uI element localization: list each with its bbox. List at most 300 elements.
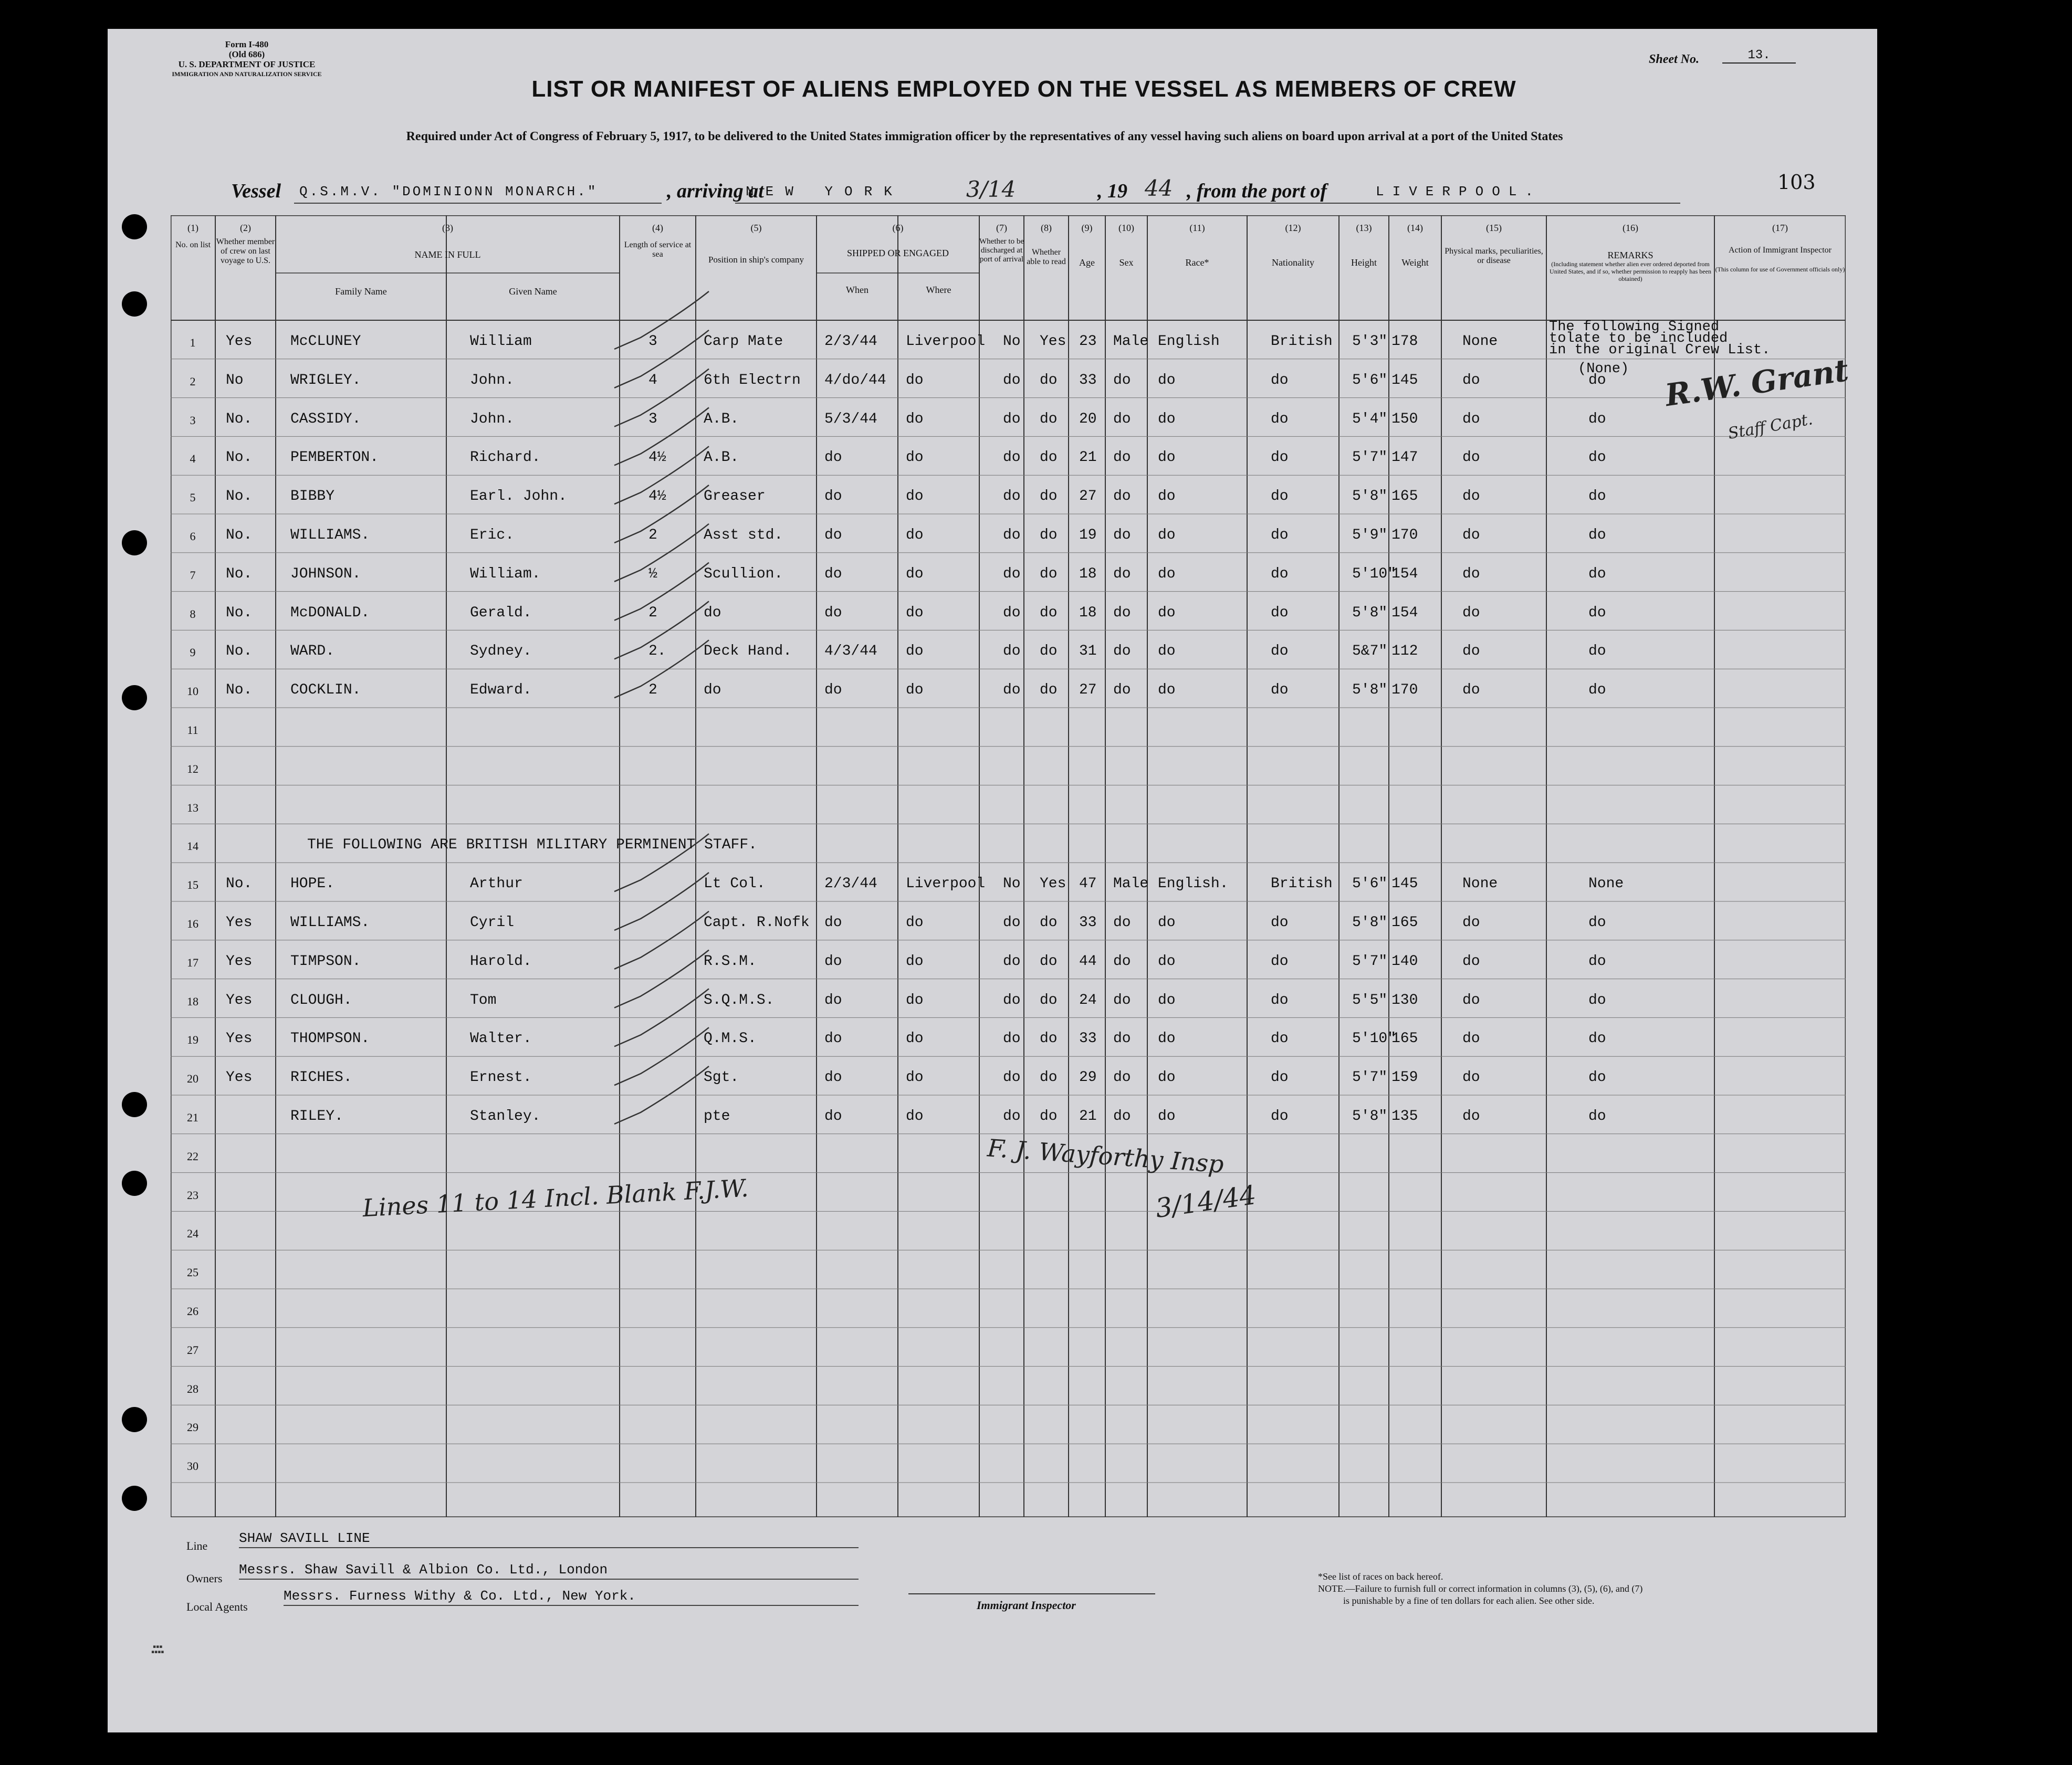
binder-hole [122, 530, 147, 555]
cell-remarks: do [1588, 411, 1606, 427]
row-number: 7 [190, 568, 196, 582]
form-identification [158, 39, 336, 79]
cell-marks: do [1462, 604, 1480, 621]
column-number: (3) [442, 223, 453, 233]
footer-line-value: SHAW SAVILL LINE [239, 1530, 859, 1548]
cell-weight: 178 [1391, 333, 1418, 350]
cell-age: 18 [1079, 604, 1097, 621]
cell-remarks: do [1588, 992, 1606, 1008]
cell-read: do [1040, 643, 1058, 660]
cell-nat: do [1271, 488, 1289, 505]
cell-age: 27 [1079, 488, 1097, 505]
cell-nat: do [1271, 1031, 1289, 1047]
cell-where: do [906, 449, 924, 466]
cell-disch: do [1003, 527, 1021, 543]
cell-nat: do [1271, 411, 1289, 427]
header-inspector-detail: (This column for use of Government officials only) [1715, 266, 1845, 273]
cell-weight: 145 [1391, 372, 1418, 388]
cell-marks: do [1462, 372, 1480, 388]
cell-age: 29 [1079, 1069, 1097, 1086]
cell-given: Stanley. [470, 1108, 541, 1125]
cell-position: do [704, 682, 721, 699]
cell-crew: No. [226, 488, 253, 505]
cell-when: do [824, 1031, 842, 1047]
cell-where: do [906, 372, 924, 388]
cell-service: 2. [648, 643, 666, 660]
cell-read: do [1040, 1031, 1058, 1047]
cell-read: do [1040, 411, 1058, 427]
header-physical-marks: Physical marks, peculiarities, or disease [1445, 247, 1543, 265]
row-number: 24 [187, 1227, 198, 1241]
cell-race: do [1158, 604, 1176, 621]
cell-given: Cyril [470, 915, 515, 931]
cell-sex: do [1113, 643, 1131, 660]
row-number: 17 [187, 955, 198, 969]
arrival-date: 3/14 [966, 176, 1016, 202]
cell-sex: do [1113, 565, 1131, 582]
cell-sex: Male [1113, 333, 1149, 350]
cell-given: Richard. [470, 449, 541, 466]
cell-crew: No. [226, 411, 253, 427]
header-when: When [846, 285, 868, 295]
header-no-on-list: No. on list [175, 240, 211, 249]
vessel-name: Q.S.M.V. "DOMINIONN MONARCH." [299, 184, 598, 199]
cell-disch: No [1003, 876, 1021, 892]
master-title: Staff Capt. [1726, 410, 1814, 443]
cell-weight: 159 [1391, 1069, 1418, 1086]
cell-given: Eric. [470, 527, 515, 543]
cell-height: 5'8" [1352, 604, 1388, 621]
lines-blank-note: Lines 11 to 14 Incl. Blank F.J.W. [362, 1173, 749, 1223]
cell-given: John. [470, 372, 515, 388]
cell-disch: do [1003, 449, 1021, 466]
sheet-number: 13. [1722, 48, 1796, 64]
cell-family: COCKLIN. [290, 682, 361, 699]
column-number: (6) [892, 223, 904, 233]
header-length-of-service: Length of service at sea [624, 240, 692, 259]
column-number: (12) [1285, 223, 1301, 233]
cell-position: Lt Col. [704, 876, 766, 892]
cell-crew: No. [226, 876, 253, 892]
header-height: Height [1351, 257, 1377, 268]
header-race: Race* [1185, 257, 1209, 268]
header-shipped-engaged: SHIPPED OR ENGAGED [846, 248, 949, 258]
cell-race: do [1158, 682, 1176, 699]
cell-height: 5'8" [1352, 915, 1388, 931]
cell-service: 2 [648, 527, 657, 543]
row-number: 20 [187, 1072, 198, 1086]
header-weight: Weight [1401, 257, 1429, 268]
cell-crew: No. [226, 604, 253, 621]
cell-height: 5'10" [1352, 1031, 1397, 1047]
cell-where: do [906, 604, 924, 621]
cell-where: do [906, 1108, 924, 1125]
cell-weight: 140 [1391, 953, 1418, 970]
cell-given: William [470, 333, 532, 350]
cell-nat: do [1271, 565, 1289, 582]
row-number: 13 [187, 801, 198, 814]
cell-remarks: do [1588, 953, 1606, 970]
cell-nat: do [1271, 372, 1289, 388]
cell-disch: do [1003, 565, 1021, 582]
row-number: 4 [190, 452, 196, 466]
cell-service: 4 [648, 372, 657, 388]
cell-family: THOMPSON. [290, 1031, 370, 1047]
cell-race: English [1158, 333, 1220, 350]
cell-when: do [824, 953, 842, 970]
cell-where: do [906, 565, 924, 582]
cell-read: do [1040, 527, 1058, 543]
cell-weight: 154 [1391, 604, 1418, 621]
cell-family: JOHNSON. [290, 565, 361, 582]
cell-remarks: do [1588, 565, 1606, 582]
cell-family: RILEY. [290, 1108, 343, 1125]
cell-when: do [824, 1108, 842, 1125]
footer-owners-value: Messrs. Shaw Savill & Albion Co. Ltd., London [239, 1562, 859, 1580]
cell-race: do [1158, 411, 1176, 427]
cell-given: Arthur [470, 876, 523, 892]
cell-marks: do [1462, 565, 1480, 582]
cell-when: 4/3/44 [824, 643, 877, 660]
cell-height: 5'8" [1352, 682, 1388, 699]
cell-disch: do [1003, 1031, 1021, 1047]
column-number: (4) [652, 223, 663, 233]
cell-service: 4½ [648, 449, 666, 466]
cell-race: do [1158, 953, 1176, 970]
column-number: (7) [996, 223, 1007, 233]
header-crew-last-voyage: Whether member of crew on last voyage to U.S. [216, 237, 275, 265]
cell-where: do [906, 953, 924, 970]
cell-crew: Yes [226, 953, 253, 970]
cell-weight: 165 [1391, 488, 1418, 505]
form-old-number: (Old 686) [228, 49, 265, 59]
column-number: (16) [1623, 223, 1638, 233]
binder-hole [122, 685, 147, 710]
row-number: 1 [190, 336, 196, 349]
cell-height: 5&7" [1352, 643, 1388, 660]
cell-disch: do [1003, 953, 1021, 970]
cell-marks: do [1462, 643, 1480, 660]
immigrant-inspector-label: Immigrant Inspector [977, 1599, 1076, 1612]
cell-race: do [1158, 1031, 1176, 1047]
cell-sex: do [1113, 682, 1131, 699]
cell-family: CLOUGH. [290, 992, 352, 1008]
cell-weight: 147 [1391, 449, 1418, 466]
cell-remarks: do [1588, 1108, 1606, 1125]
cell-position: pte [704, 1108, 730, 1125]
cell-weight: 170 [1391, 682, 1418, 699]
cell-when: do [824, 682, 842, 699]
vessel-line [231, 175, 1707, 205]
cell-crew: No. [226, 643, 253, 660]
cell-sex: do [1113, 372, 1131, 388]
cell-sex: do [1113, 915, 1131, 931]
cell-service: ½ [648, 565, 657, 582]
row-number: 22 [187, 1149, 198, 1163]
header-remarks: REMARKS [1607, 250, 1654, 260]
cell-disch: do [1003, 488, 1021, 505]
binder-hole [122, 291, 147, 317]
cell-race: do [1158, 643, 1176, 660]
cell-disch: do [1003, 372, 1021, 388]
cell-disch: do [1003, 1108, 1021, 1125]
cell-where: do [906, 682, 924, 699]
cell-family: HOPE. [290, 876, 335, 892]
cell-remarks: do [1588, 682, 1606, 699]
cell-age: 44 [1079, 953, 1097, 970]
footer-line-label: Line [186, 1539, 208, 1552]
cell-marks: None [1462, 333, 1498, 350]
cell-remarks: do [1588, 527, 1606, 543]
row-number: 19 [187, 1033, 198, 1047]
cell-when: do [824, 915, 842, 931]
header-nationality: Nationality [1272, 257, 1314, 268]
header-able-to-read: Whether able to read [1027, 248, 1066, 266]
cell-when: do [824, 488, 842, 505]
cell-position: S.Q.M.S. [704, 992, 775, 1008]
row-number: 12 [187, 762, 198, 775]
cell-read: do [1040, 372, 1058, 388]
cell-disch: do [1003, 604, 1021, 621]
cell-marks: do [1462, 527, 1480, 543]
cell-when: do [824, 565, 842, 582]
footer-note-races: *See list of races on back hereof. [1318, 1571, 1443, 1582]
cell-given: Sydney. [470, 643, 532, 660]
cell-nat: do [1271, 953, 1289, 970]
cell-race: do [1158, 915, 1176, 931]
service-name: IMMIGRATION AND NATURALIZATION SERVICE [172, 70, 322, 78]
cell-age: 47 [1079, 876, 1097, 892]
cell-when: 4/do/44 [824, 372, 886, 388]
cell-position: R.S.M. [704, 953, 757, 970]
cell-weight: 154 [1391, 565, 1418, 582]
cell-given: Ernest. [470, 1069, 532, 1086]
header-sex: Sex [1119, 257, 1134, 268]
vessel-underline [294, 203, 662, 204]
cell-read: do [1040, 565, 1058, 582]
cell-given: Walter. [470, 1031, 532, 1047]
cell-service: 3 [648, 411, 657, 427]
cell-sex: do [1113, 449, 1131, 466]
cell-read: do [1040, 915, 1058, 931]
cell-position: Deck Hand. [704, 643, 792, 660]
cell-position: Greaser [704, 488, 766, 505]
cell-disch: No [1003, 333, 1021, 350]
cell-nat: do [1271, 527, 1289, 543]
cell-race: do [1158, 449, 1176, 466]
cell-marks: do [1462, 953, 1480, 970]
remarks-note: The following Signed tolate to be included in the original Crew List. [1549, 319, 1771, 358]
footer-agents-value: Messrs. Furness Withy & Co. Ltd., New York. [284, 1588, 859, 1606]
column-number: (17) [1772, 223, 1788, 233]
row-number: 6 [190, 530, 196, 543]
cell-service: 2 [648, 682, 657, 699]
column-number: (13) [1356, 223, 1372, 233]
cell-crew: Yes [226, 1031, 253, 1047]
cell-family: McCLUNEY [290, 333, 361, 350]
row-number: 28 [187, 1382, 198, 1395]
column-number: (10) [1118, 223, 1134, 233]
cell-crew: No [226, 372, 244, 388]
header-discharged: Whether to be discharged at port of arrival [979, 237, 1024, 264]
cell-crew: No. [226, 449, 253, 466]
crew-table [171, 215, 1846, 1517]
cell-where: do [906, 992, 924, 1008]
cell-when: 2/3/44 [824, 876, 877, 892]
page-title: LIST OR MANIFEST OF ALIENS EMPLOYED ON THE VESSEL AS MEMBERS OF CREW [531, 76, 1516, 102]
cell-when: 5/3/44 [824, 411, 877, 427]
cell-where: do [906, 411, 924, 427]
cell-crew: No. [226, 565, 253, 582]
cell-crew: No. [226, 527, 253, 543]
cell-when: do [824, 449, 842, 466]
row-number: 9 [190, 646, 196, 659]
cell-position: Carp Mate [704, 333, 783, 350]
cell-age: 33 [1079, 372, 1097, 388]
cell-read: do [1040, 682, 1058, 699]
cell-position: A.B. [704, 411, 739, 427]
cell-position: Sgt. [704, 1069, 739, 1086]
row-number: 8 [190, 607, 196, 621]
cell-marks: do [1462, 411, 1480, 427]
cell-sex: do [1113, 1031, 1131, 1047]
row-number: 27 [187, 1343, 198, 1357]
cell-height: 5'8" [1352, 488, 1388, 505]
cell-where: do [906, 915, 924, 931]
table-grid-lines [171, 215, 1846, 1517]
header-name-in-full: NAME IN FULL [414, 249, 481, 260]
cell-sex: do [1113, 992, 1131, 1008]
footer-note-penalty: NOTE.—Failure to furnish full or correct information in columns (3), (5), (6), and (7) [1318, 1583, 1643, 1594]
row-number: 5 [190, 491, 196, 505]
cell-given: Earl. John. [470, 488, 567, 505]
cell-nat: do [1271, 992, 1289, 1008]
arrival-year: 44 [1145, 175, 1173, 201]
cell-height: 5'7" [1352, 953, 1388, 970]
cell-read: do [1040, 992, 1058, 1008]
cell-read: do [1040, 953, 1058, 970]
cell-height: 5'9" [1352, 527, 1388, 543]
cell-remarks: do [1588, 1031, 1606, 1047]
cell-given: John. [470, 411, 515, 427]
binder-hole [122, 1092, 147, 1117]
cell-weight: 135 [1391, 1108, 1418, 1125]
cell-family: CASSIDY. [290, 411, 361, 427]
cell-read: do [1040, 488, 1058, 505]
cell-nat: do [1271, 449, 1289, 466]
column-number: (9) [1081, 223, 1093, 233]
cell-age: 19 [1079, 527, 1097, 543]
cell-age: 27 [1079, 682, 1097, 699]
cell-height: 5'8" [1352, 1108, 1388, 1125]
cell-age: 24 [1079, 992, 1097, 1008]
cell-crew: Yes [226, 333, 253, 350]
cell-position: do [704, 604, 721, 621]
cell-height: 5'3" [1352, 333, 1388, 350]
cell-height: 5'10" [1352, 565, 1397, 582]
cell-when: do [824, 992, 842, 1008]
year-prefix: , 19 [1097, 180, 1127, 202]
column-number: (5) [750, 223, 762, 233]
cell-age: 31 [1079, 643, 1097, 660]
cell-marks: do [1462, 1031, 1480, 1047]
cell-family: RICHES. [290, 1069, 352, 1086]
header-inspector-action: Action of Immigrant Inspector [1729, 246, 1832, 255]
cell-marks: do [1462, 915, 1480, 931]
cell-remarks: do [1588, 1069, 1606, 1086]
cell-where: do [906, 527, 924, 543]
cell-weight: 112 [1391, 643, 1418, 660]
cell-nat: British [1271, 333, 1333, 350]
cell-nat: do [1271, 682, 1289, 699]
cell-height: 5'7" [1352, 1069, 1388, 1086]
cell-where: do [906, 488, 924, 505]
cell-read: do [1040, 449, 1058, 466]
inspector-signature-line [908, 1593, 1155, 1594]
cell-disch: do [1003, 643, 1021, 660]
cell-position: Capt. R.Nofk [704, 915, 810, 931]
cell-crew: Yes [226, 992, 253, 1008]
section-heading: THE FOLLOWING ARE BRITISH MILITARY PERMINENT STAFF. [307, 837, 757, 854]
cell-marks: do [1462, 992, 1480, 1008]
cell-sex: do [1113, 604, 1131, 621]
cell-disch: do [1003, 915, 1021, 931]
cell-height: 5'6" [1352, 876, 1388, 892]
cell-read: do [1040, 1069, 1058, 1086]
cell-disch: do [1003, 411, 1021, 427]
cell-family: McDONALD. [290, 604, 370, 621]
cell-position: 6th Electrn [704, 372, 801, 388]
cell-remarks: do [1588, 372, 1606, 388]
row-number: 15 [187, 878, 198, 892]
arrival-port: NEW YORK [746, 184, 904, 199]
row-number: 2 [190, 374, 196, 388]
sheet-label: Sheet No. [1649, 52, 1699, 66]
from-port-label: , from the port of [1187, 180, 1327, 202]
inspector-signature: F. J. Wayforthy Insp [986, 1133, 1225, 1179]
cell-family: WRIGLEY. [290, 372, 361, 388]
cell-remarks: do [1588, 449, 1606, 466]
cell-sex: do [1113, 411, 1131, 427]
row-number: 25 [187, 1266, 198, 1279]
row-number: 23 [187, 1188, 198, 1202]
cell-nat: do [1271, 1108, 1289, 1125]
row-number: 16 [187, 917, 198, 930]
cell-family: TIMPSON. [290, 953, 361, 970]
cell-nat: do [1271, 604, 1289, 621]
cell-nat: do [1271, 643, 1289, 660]
cell-height: 5'5" [1352, 992, 1388, 1008]
cell-position: A.B. [704, 449, 739, 466]
department: U. S. DEPARTMENT OF JUSTICE [178, 59, 316, 69]
cell-age: 33 [1079, 1031, 1097, 1047]
header-position: Position in ship's company [708, 255, 804, 265]
cell-marks: do [1462, 682, 1480, 699]
cell-age: 20 [1079, 411, 1097, 427]
header-given-name: Given Name [509, 286, 557, 297]
remarks-none: (None) [1578, 361, 1629, 377]
row-number: 26 [187, 1305, 198, 1318]
cell-given: Edward. [470, 682, 532, 699]
cell-when: do [824, 1069, 842, 1086]
header-where: Where [926, 285, 951, 295]
cell-marks: do [1462, 1108, 1480, 1125]
cell-disch: do [1003, 992, 1021, 1008]
cell-marks: do [1462, 449, 1480, 466]
cell-crew: Yes [226, 915, 253, 931]
footer-note-penalty-cont: is punishable by a fine of ten dollars for each alien. See other side. [1343, 1595, 1595, 1606]
cell-race: do [1158, 992, 1176, 1008]
